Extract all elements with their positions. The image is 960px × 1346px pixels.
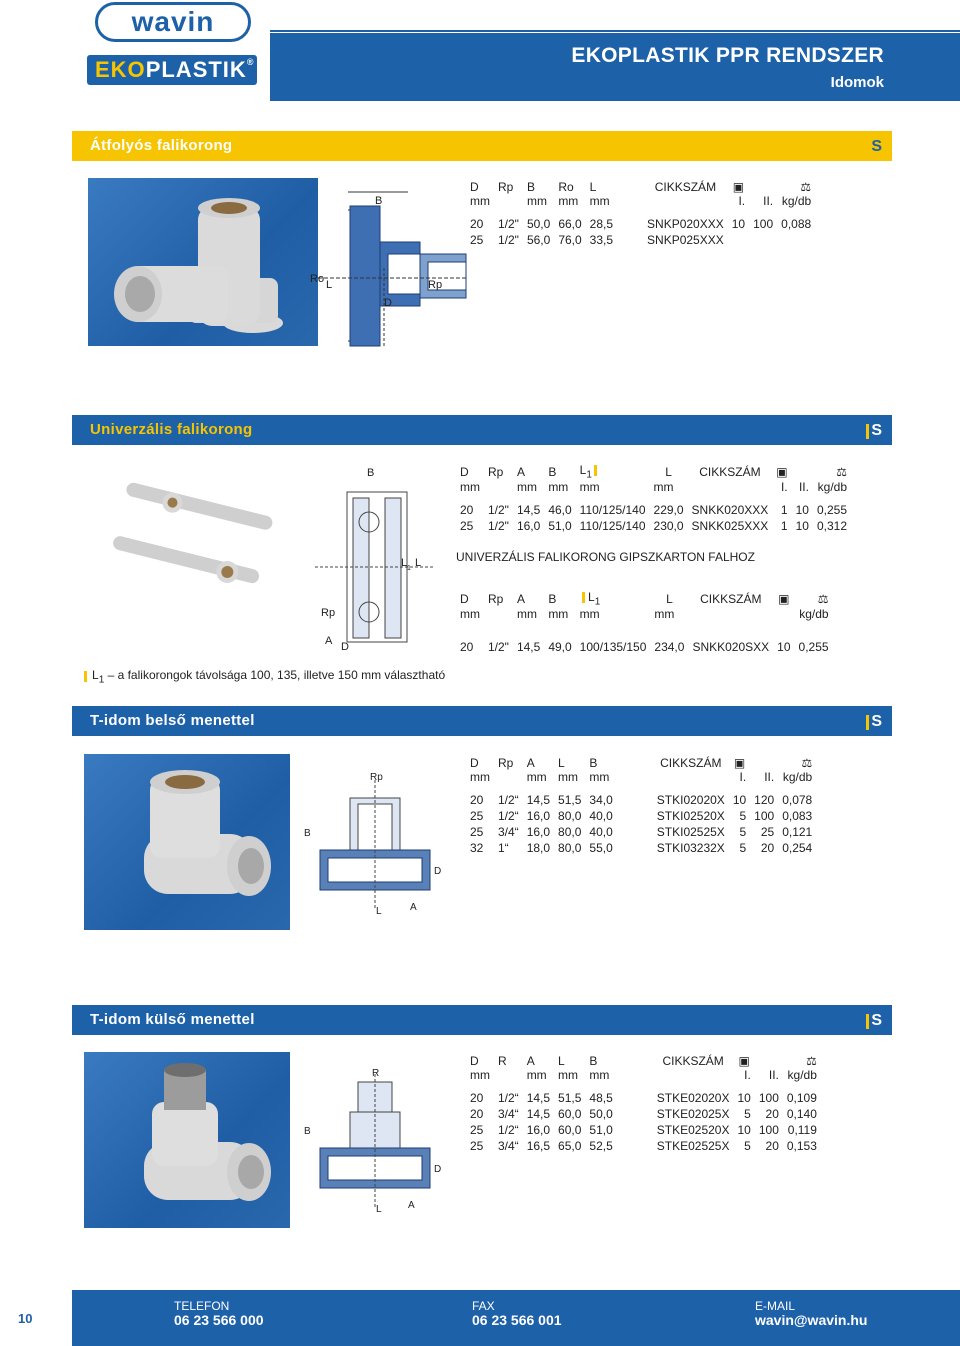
svg-text:B: B [367, 467, 375, 479]
section-header-univerzalis [72, 415, 892, 445]
svg-text:A: A [325, 635, 333, 647]
footnote-l1: $L_1$ – a falikorongok távolsága 100, 135, illetve 150 mm választható [84, 668, 445, 685]
s-badge: S [866, 713, 882, 731]
table-row: 25 3/4“ 16,5 65,0 52,5 STKE02525X 5 20 0,153 [470, 1139, 817, 1153]
table-row: 20 1/2“ 14,5 51,5 34,0 STKI02020X 10 120 0,078 [470, 793, 813, 807]
s-badge: S [866, 138, 882, 156]
package-icon: ▣ [776, 464, 788, 479]
svg-text:L: L [376, 906, 382, 917]
logo-eko: EKO [95, 57, 146, 82]
fax-label: FAX [472, 1299, 495, 1313]
ekoplastik-logo [87, 55, 257, 85]
fax-value: 06 23 566 001 [472, 1312, 562, 1328]
label-L: L [326, 279, 333, 291]
table-row: 25 1/2" 56,0 76,0 33,5 SNKP025XXX [470, 233, 724, 247]
svg-text:D: D [341, 641, 349, 653]
email-link[interactable]: wavin@wavin.hu [755, 1312, 868, 1328]
page-footer [0, 1290, 960, 1346]
svg-text:L: L [376, 1204, 382, 1215]
scale-icon: ⚖ [800, 180, 812, 194]
product-photo-tidom-kulso [84, 1052, 290, 1228]
label-D: D [384, 297, 392, 309]
logo-plastik: PLASTIK [145, 57, 247, 82]
diagram-univerzalis [315, 462, 435, 652]
table-row: 25 1/2“ 16,0 80,0 40,0 STKI02520X 5 100 0,083 [470, 809, 813, 823]
diagram-tidom-belso [290, 770, 460, 920]
svg-text:R: R [372, 1068, 380, 1079]
product-photo-atfolyos [88, 178, 318, 346]
svg-text:A: A [408, 1200, 415, 1211]
scale-icon: ⚖ [817, 591, 829, 606]
package-icon: ▣ [738, 1054, 750, 1068]
package-icon: ▣ [732, 180, 745, 194]
document-title: EKOPLASTIK PPR RENDSZER [571, 44, 884, 67]
svg-text:D: D [434, 866, 442, 877]
table-row: 25 3/4“ 16,0 80,0 40,0 STKI02525X 5 25 0,121 [470, 825, 813, 839]
table-row: 20 1/2" 14,5 49,0 100/135/150 234,0 SNKK020SXX 10 0,255 [460, 640, 829, 655]
scale-icon: ⚖ [836, 464, 847, 479]
diagram-tidom-kulso [290, 1068, 460, 1218]
document-subtitle: Idomok [830, 74, 884, 91]
spec-table-tidom-kulso: D R A L B CIKKSZÁM ▣ ⚖ mm mm mm mm I. II. kg/db 20 1/2“ 14,5 51,5 48,5 STKE02020X 10 100 0,109 20 3/4“ 14,5 60,0 50,0 STKE02025X 5 20 0,140 25 1/2“ 16,0 60,0 51,0 STKE02520X 10 100 0,119 25 3/4“ 16,5 65,0 52,5 STKE02525X 5 20 0,153 [466, 1054, 821, 1154]
section-title: Átfolyós falikorong [90, 137, 233, 154]
email-label: E-MAIL [755, 1299, 796, 1313]
table-row: 20 1/2" 14,5 46,0 110/125/140 229,0 SNKK020XXX 1 10 0,255 [460, 503, 847, 518]
section-header-atfolyos [72, 131, 892, 161]
spec-table-gipszkarton: D Rp A B $L_1$ L CIKKSZÁM ▣ ⚖ mm mm mm mm mm kg/db 20 1/2" 14,5 49,0 100/135/150 234,0 SNKK020SXX 10 0,255 [456, 590, 833, 655]
wavin-logo [95, 2, 251, 42]
spec-table-tidom-belso: D Rp A L B CIKKSZÁM ▣ ⚖ mm mm mm mm I. II. kg/db 20 1/2“ 14,5 51,5 34,0 STKI02020X 10 120 0,078 25 1/2“ 16,0 80,0 40,0 STKI02520X 5 100 0,083 25 3/4“ 16,0 80,0 40,0 STKI02525X 5 25 0,121 32 1“ 18,0 80,0 55,0 STKI03232X 5 20 0,254 [466, 756, 816, 856]
product-photo-tidom-belso [84, 754, 290, 930]
logo-registered: ® [246, 57, 255, 67]
table-row: 20 1/2“ 14,5 51,5 48,5 STKE02020X 10 100 0,109 [470, 1091, 817, 1105]
section-header-tidom-kulso [72, 1005, 892, 1035]
phone-value: 06 23 566 000 [174, 1312, 264, 1328]
scale-icon: ⚖ [801, 756, 813, 770]
svg-text:D: D [434, 1164, 442, 1175]
table-row: 32 1“ 18,0 80,0 55,0 STKI03232X 5 20 0,254 [470, 841, 813, 855]
footer-band [72, 1290, 960, 1346]
svg-text:B: B [304, 1126, 311, 1137]
s-badge: S [866, 1012, 882, 1030]
wavin-logo-text: wavin [131, 6, 215, 37]
section-header-tidom-belso [72, 706, 892, 736]
package-icon: ▣ [733, 756, 746, 770]
table-row: 20 3/4“ 14,5 60,0 50,0 STKE02025X 5 20 0,140 [470, 1107, 817, 1121]
svg-text:1: 1 [407, 565, 411, 572]
package-icon: ▣ [778, 591, 790, 606]
table-row: 20 1/2" 50,0 66,0 28,5 SNKP020XXX 10 100 0,088 [470, 217, 812, 231]
header-rule [270, 30, 960, 32]
svg-text:A: A [410, 902, 417, 913]
diagram-atfolyos [310, 178, 478, 358]
svg-text:L: L [401, 557, 408, 569]
svg-text:Rp: Rp [321, 607, 336, 619]
section-title: T-idom belső menettel [90, 712, 255, 729]
svg-text:L: L [415, 557, 422, 569]
spec-table-atfolyos: D Rp B Ro L CIKKSZÁM ▣ ⚖ mm mm mm mm I. II. kg/db 20 1/2" 50,0 66,0 28,5 SNKP020XXX 10 100 0,088 25 1/2" 56,0 76,0 33,5 SNKP025XXX [466, 180, 815, 248]
table-row: 25 1/2“ 16,0 60,0 51,0 STKE02520X 10 100 0,119 [470, 1123, 817, 1137]
scale-icon: ⚖ [806, 1054, 817, 1068]
section-title: T-idom külső menettel [90, 1011, 255, 1028]
col-L1: $L_1$ [576, 463, 650, 480]
phone-label: TELEFON [174, 1299, 230, 1313]
label-B: B [375, 195, 383, 207]
table-row: 25 1/2" 16,0 51,0 110/125/140 230,0 SNKK025XXX 1 10 0,312 [460, 519, 847, 534]
section-title: Univerzális falikorong [90, 421, 253, 438]
label-Ro: Ro [310, 273, 325, 285]
s-badge: S [866, 422, 882, 440]
subsection-title: UNIVERZÁLIS FALIKORONG GIPSZKARTON FALHOZ [456, 550, 755, 564]
svg-text:Rp: Rp [370, 772, 383, 783]
svg-text:B: B [304, 828, 311, 839]
spec-table-univerzalis: D Rp A B $L_1$ L CIKKSZÁM ▣ ⚖ mm mm mm mm mm I. II. kg/db 20 1/2" 14,5 46,0 110/125/140 229,0 SNKK020XXX 1 10 0,255 25 1/2" 16,0 51,0 110/125/140 230,0 SNKK025XXX 1 10 0,312 [456, 463, 851, 534]
page-number: 10 [18, 1311, 33, 1326]
page-header [0, 0, 960, 107]
label-Rp: Rp [428, 279, 443, 291]
product-photo-univerzalis [94, 478, 284, 618]
